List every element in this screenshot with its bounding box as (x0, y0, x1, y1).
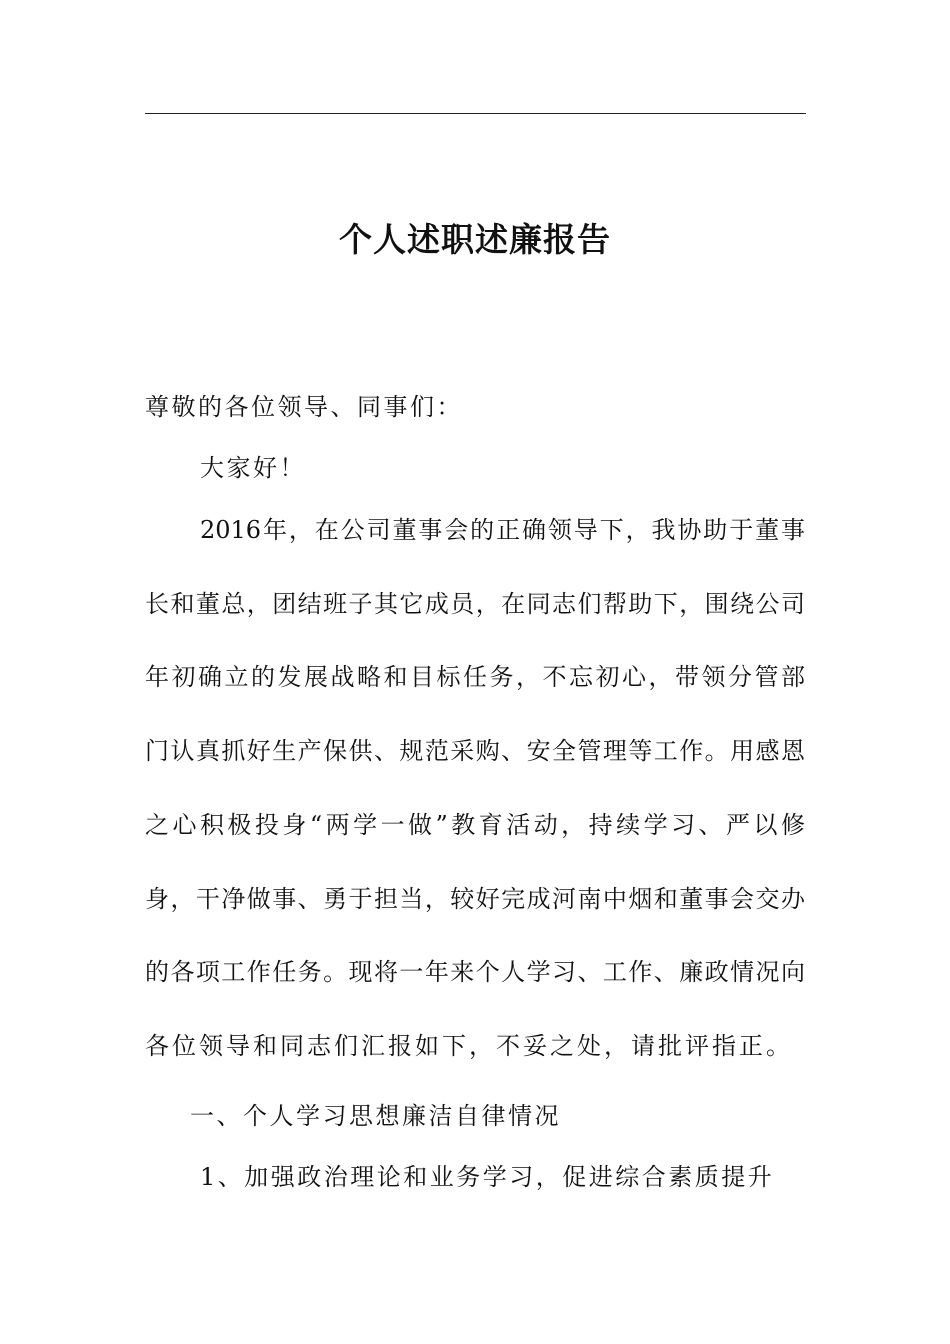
section-heading: 一、个人学习思想廉洁自律情况 (190, 1102, 561, 1130)
salutation: 尊敬的各位领导、同事们： (145, 393, 463, 421)
header-rule (145, 113, 806, 114)
paragraph-line: 长和董总，团结班子其它成员，在同志们帮助下，围绕公司 (145, 590, 805, 618)
paragraph-line: 的各项工作任务。现将一年来个人学习、工作、廉政情况向 (145, 958, 805, 986)
paragraph-line: 年初确立的发展战略和目标任务，不忘初心，带领分管部 (145, 663, 805, 691)
paragraph-line: 2016年，在公司董事会的正确领导下，我协助于董事 (200, 516, 805, 544)
paragraph-line: 身，干净做事、勇于担当，较好完成河南中烟和董事会交办 (145, 885, 805, 913)
opening-greeting: 大家好！ (200, 454, 306, 482)
paragraph-line: 各位领导和同志们汇报如下，不妥之处，请批评指正。 (145, 1032, 793, 1060)
document-title: 个人述职述廉报告 (339, 220, 611, 259)
paragraph-line: 门认真抓好生产保供、规范采购、安全管理等工作。用感恩 (145, 737, 805, 765)
paragraph-line: 之心积极投身“两学一做”教育活动，持续学习、严以修 (145, 811, 805, 839)
subsection-heading: 1、加强政治理论和业务学习，促进综合素质提升 (200, 1163, 775, 1191)
